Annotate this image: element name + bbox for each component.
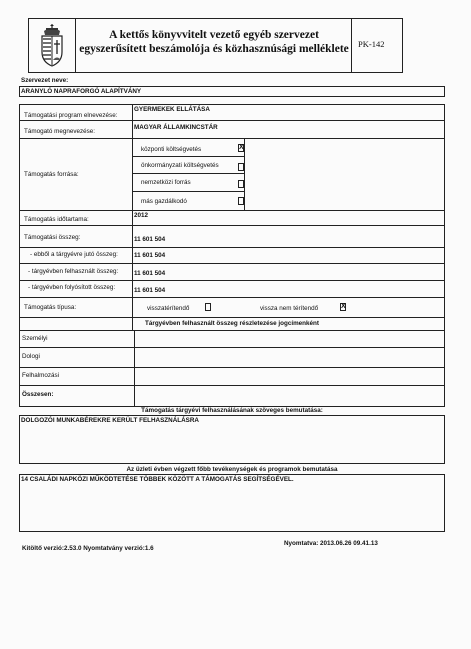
refundable-label: visszatérítendő	[147, 305, 190, 312]
row-line	[19, 247, 445, 248]
source-option-label: nemzetközi forrás	[141, 179, 191, 186]
source-label: Támogatás forrása:	[24, 171, 79, 178]
breakdown-total-label: Összesen:	[22, 391, 54, 398]
paid-label: - tárgyévben folyósított összeg:	[28, 284, 116, 291]
used-label: - tárgyévben felhasznált összeg:	[28, 268, 119, 275]
program-label: Támogatási program elnevezése:	[24, 112, 118, 119]
header-divider-right	[351, 18, 352, 73]
nonrefundable-checkbox[interactable]: X	[341, 303, 346, 310]
row-line	[19, 330, 445, 331]
source-right-border	[244, 138, 245, 210]
source-option-label: központi költségvetés	[141, 146, 202, 153]
row-line	[19, 138, 445, 139]
form-title-line2: egyszerűsített beszámolója és közhasznúsági melléklete	[79, 43, 349, 55]
amount-label: Támogatási összeg:	[24, 234, 81, 241]
source-checkbox[interactable]: X	[239, 144, 244, 151]
row-line	[19, 317, 445, 318]
row-line	[132, 173, 244, 174]
nonrefundable-label: vissza nem térítendő	[260, 305, 319, 312]
row-line	[19, 347, 445, 348]
duration-label: Támogatás időtartama:	[24, 216, 89, 223]
supporter-label: Támogató megnevezése:	[24, 128, 96, 135]
breakdown-row-label: Dologi	[22, 353, 40, 360]
coat-of-arms-icon	[36, 24, 68, 68]
version-info: Kitöltő verzió:2.53.0 Nyomtatvány verzió:1.6	[22, 545, 154, 552]
org-name-value: ARANYLÓ NAPRAFORGÓ ALAPÍTVÁNY	[21, 88, 142, 95]
row-line	[132, 191, 244, 192]
activities-heading: Az üzleti évben végzett főbb tevékenységek és programok bemutatása	[126, 466, 338, 473]
usage-text: DOLGOZÓI MUNKABÉREKRE KERÜLT FELHASZNÁLÁSRA	[21, 417, 199, 424]
source-option-label: más gazdálkodó	[141, 198, 187, 205]
row-line	[19, 120, 445, 121]
supporter-value: MAGYAR ÁLLAMKINCSTÁR	[134, 124, 218, 131]
amount-value: 11 601 504	[134, 236, 166, 243]
row-line	[19, 367, 445, 368]
form-title-line1: A kettős könyvvitelt vezető egyéb szervezet	[109, 29, 319, 41]
row-line	[19, 263, 445, 264]
row-line	[19, 225, 445, 226]
print-date: Nyomtatva: 2013.06.26 09.41.13	[284, 540, 378, 547]
breakdown-heading: Tárgyévben felhasznált összeg részletezése jogcímenként	[145, 320, 319, 327]
activities-text: 14 CSALÁDI NAPKÖZI MŰKÖDTETÉSE TÖBBEK KÖZÖTT A TÁMOGATÁS SEGÍTSÉGÉVEL.	[21, 476, 294, 483]
source-option-label: önkormányzati költségvetés	[141, 162, 219, 169]
duration-value: 2012	[134, 212, 149, 219]
used-value: 11 601 504	[134, 270, 166, 277]
year-share-label: - ebből a tárgyévre jutó összeg:	[30, 251, 118, 258]
row-line	[19, 297, 445, 298]
breakdown-row-label: Felhalmozási	[22, 372, 60, 379]
form-code: PK-142	[358, 39, 385, 49]
usage-heading: Támogatás tárgyévi felhasználásának szöveges bemutatása:	[141, 407, 323, 414]
org-name-label: Szervezet neve:	[21, 77, 69, 84]
type-label: Támogatás típusa:	[24, 304, 77, 311]
row-line	[19, 280, 445, 281]
breakdown-row-label: Személyi	[22, 335, 48, 342]
breakdown-divider	[134, 330, 135, 407]
year-share-value: 11 601 504	[134, 252, 166, 259]
row-line	[19, 385, 445, 386]
paid-value: 11 601 504	[134, 287, 166, 294]
header-divider-left	[75, 18, 76, 73]
refundable-checkbox[interactable]	[205, 303, 211, 311]
row-line	[132, 156, 244, 157]
row-line	[19, 210, 445, 211]
program-value: GYERMEKEK ELLÁTÁSA	[134, 106, 210, 113]
